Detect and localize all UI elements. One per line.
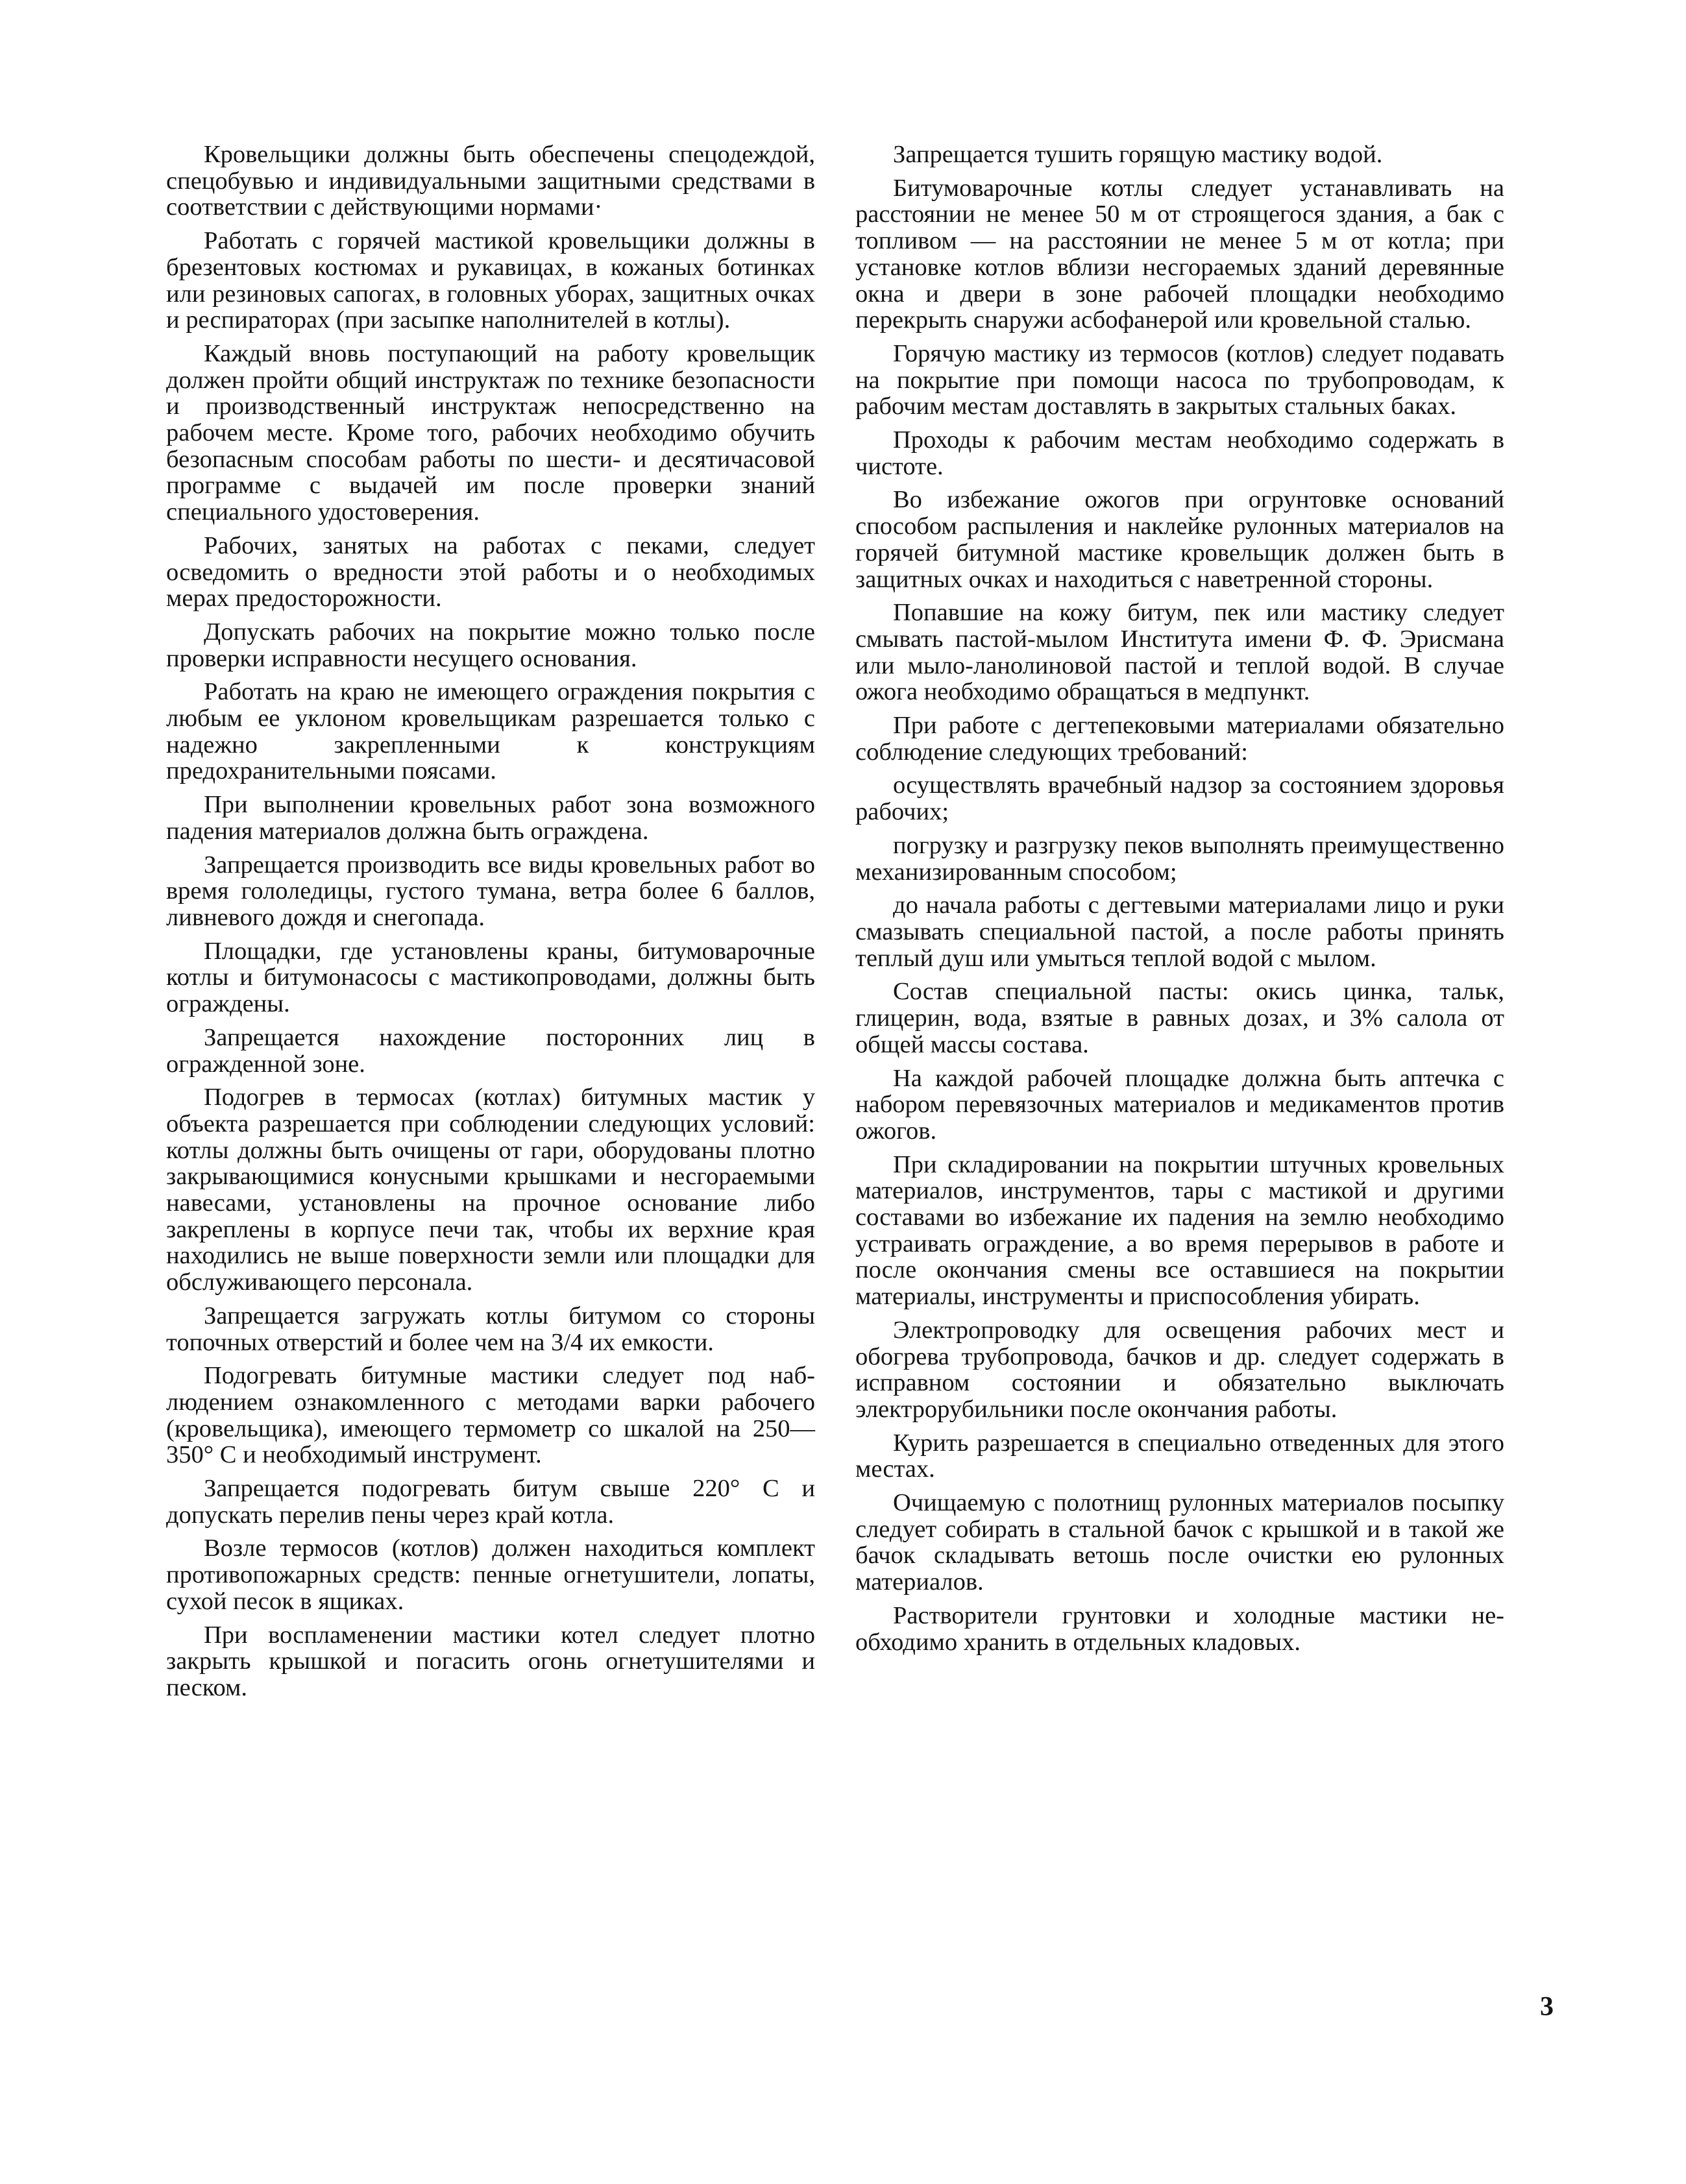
page-number: 3 <box>1540 1992 1554 2022</box>
right-text-column <box>855 141 1504 1662</box>
paragraph: Попавшие на кожу битум, пек или мастику следует смывать пастой-мылом Института имени Ф. Ф. Эрисмана или мыло-ланолиновой пастой и теплой водой. В случае ожога необходимо обращаться в медпункт. <box>855 599 1504 706</box>
paragraph: При работе с дегтепековыми материалами обязательно соблюдение следующих требований: <box>855 712 1504 766</box>
paragraph: Кровельщики должны быть обеспечены спецодеждой, спецобувью и индивидуальными защитными средствами в соответствии с действующими нормами· <box>166 141 815 221</box>
paragraph: Возле термосов (котлов) должен находиться комплект противопожарных средств: пенные огнетушители, лопаты, сухой песок в ящиках. <box>166 1535 815 1615</box>
paragraph: Площадки, где установлены краны, битумоварочные котлы и битумонасосы с мастикопроводами, должны быть ограждены. <box>166 937 815 1018</box>
paragraph: При складировании на покрытии штучных кровельных материалов, инструментов, тары с мастикой и другими составами во избежание их падения на землю необходимо устраивать ограждение, а во время перерывов в работе и после окончания смены все оставшиеся на покрытии материалы, инструменты и приспособления убирать. <box>855 1150 1504 1311</box>
paragraph: Электропроводку для освещения рабочих мест и обогрева трубопровода, бачков и др. следует содержать в исправном состоянии и обязательно выключать электрорубильники после окончания работы. <box>855 1316 1504 1423</box>
paragraph: Состав специальной пасты: окись цинка, тальк, глицерин, вода, взятые в равных дозах, и 3% салола от общей массы состава. <box>855 978 1504 1058</box>
paragraph: Запрещается нахождение посторонних лиц в огражденной зоне. <box>166 1023 815 1078</box>
paragraph: Запрещается подогревать битум свыше 220° С и допускать перелив пены через край котла. <box>166 1475 815 1529</box>
paragraph: Курить разрешается в специально отведенных для этого местах. <box>855 1429 1504 1483</box>
paragraph: осуществлять врачебный надзор за состоянием здоровья рабочих; <box>855 771 1504 826</box>
paragraph: Рабочих, занятых на работах с пеками, следует осведомить о вредности этой работы и о необходимых мерах предосторожности. <box>166 531 815 613</box>
paragraph: Запрещается тушить горящую мастику водой. <box>893 141 1383 168</box>
paragraph: На каждой рабочей площадке должна быть аптечка с набором перевязочных материалов и медикаментов против ожогов. <box>855 1064 1504 1145</box>
paragraph: погрузку и разгрузку пеков выполнять преимущественно механизированным способом; <box>855 831 1504 886</box>
paragraph: Растворители грунтовки и холодные мастики необходимо хранить в отдельных кладовых. <box>855 1601 1504 1656</box>
paragraph: до начала работы с дегтевыми материалами лицо и руки смазывать специальной пастой, а после работы принять теплый душ или умыться теплой водой с мылом. <box>855 892 1504 972</box>
paragraph: Работать на краю не имеющего ограждения покрытия с любым ее уклоном кровельщикам разрешается только с надежно закрепленными к конструкциям предохранительными поясами. <box>166 678 815 785</box>
paragraph: Запрещается загружать котлы битумом со стороны топочных отверстий и более чем на 3/4 их емкости. <box>166 1302 815 1356</box>
paragraph: Битумоварочные котлы следует устанавливать на расстоянии не менее 50 м от строящегося здания, а бак с топливом — на расстоянии не менее 5 м от котла; при установке котлов вблизи несгораемых зданий деревянные окна и двери в зоне рабочей площадки необходимо перекрыть снаружи асбофанерой или кровельной сталью. <box>855 174 1504 334</box>
paragraph: Подогрев в термосах (котлах) битумных мастик у объекта разрешается при соблюдении следующих условий: котлы должны быть очищены от гари, оборудованы плотно закрывающимися конусными крышками и несгораемыми навесами, установлены на прочное основание либо закреплены в корпусе печи так, чтобы их верхние края находились не выше поверхности земли или площадки для обслуживающего персонала. <box>166 1084 815 1296</box>
paragraph: Горячую мастику из термосов (котлов) следует подавать на покрытие при помощи насоса по трубопроводам, к рабочим местам доставлять в закрытых стальных баках. <box>855 339 1504 420</box>
paragraph: Запрещается производить все виды кровельных работ во время гололедицы, густого тумана, ветра более 6 баллов, ливневого дождя и снегопада. <box>166 851 815 931</box>
paragraph: Подогревать битумные мастики следует под наблюдением ознакомленного с методами варки рабочего (кровельщика), имеющего термометр со шкалой на 250—350° С и необходимый инструмент. <box>166 1362 815 1469</box>
paragraph: При выполнении кровельных работ зона возможного падения материалов должна быть ограждена. <box>166 791 815 845</box>
paragraph: Работать с горячей мастикой кровельщики должны в брезентовых костюмах и рукавицах, в кожаных ботинках или резиновых сапогах, в головных уборах, защитных очках и респираторах (при засыпке наполнителей в котлы). <box>166 227 815 334</box>
paragraph: Допускать рабочих на покрытие можно только после проверки исправности несущего основания. <box>166 618 815 672</box>
paragraph: Проходы к рабочим местам необходимо содержать в чистоте. <box>855 426 1504 480</box>
paragraph: Во избежание ожогов при огрунтовке оснований способом распыления и наклейке рулонных материалов на горячей битумной мастике кровельщик должен быть в защитных очках и находиться с наветренной стороны. <box>855 486 1504 593</box>
left-text-column <box>166 141 815 1708</box>
paragraph: При воспламенении мастики котел следует плотно закрыть крышкой и погасить огонь огнетушителями и песком. <box>166 1621 815 1701</box>
paragraph: Каждый вновь поступающий на работу кровельщик должен пройти общий инструктаж по технике безопасности и производственный инструктаж непосредственно на рабочем месте. Кроме того, рабочих необходимо обучить безопасным способам работы по шести- и десятичасовой программе с выдачей им после проверки знаний специального удостоверения. <box>166 339 815 526</box>
paragraph: Очищаемую с полотнищ рулонных материалов посыпку следует собирать в стальной бачок с крышкой и в такой же бачок складывать ветошь после очистки ею рулонных материалов. <box>855 1489 1504 1596</box>
